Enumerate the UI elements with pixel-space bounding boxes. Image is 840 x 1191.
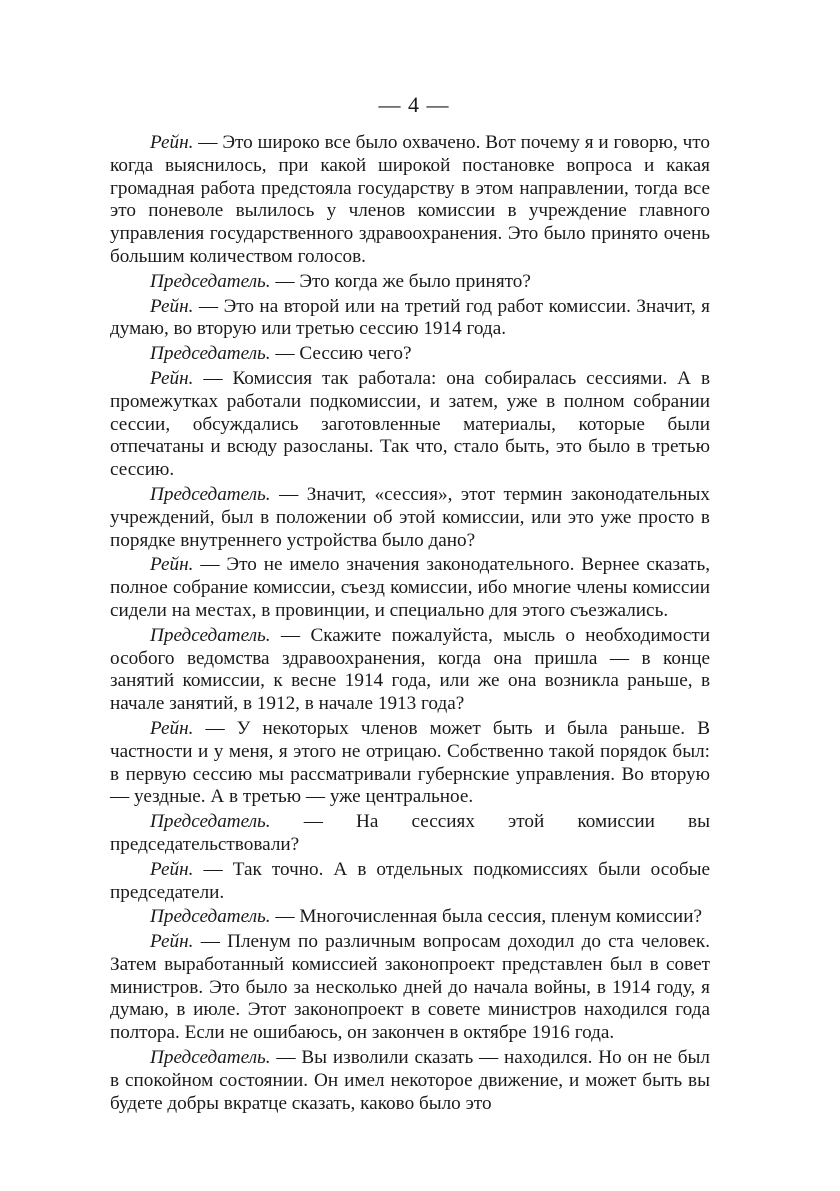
speech-text: — Это на второй или на третий год работ комиссии. Значит, я думаю, во вторую или третью сессию 1914 года.	[110, 295, 710, 340]
speaker-name: Председатель.	[150, 906, 271, 928]
speaker-name: Рейн.	[150, 554, 194, 576]
speech-text: — Скажите пожалуйста, мысль о необходимости особого ведомства здравоохранения, когда она пришла — в конце занятий комиссии, к весне 1914 года, или же она возникла раньше, в начале занятий, в 1912, в начале 1913 года?	[110, 624, 710, 715]
speaker-name: Рейн.	[150, 931, 194, 953]
speaker-name: Председатель.	[150, 624, 271, 646]
speaker-name: Председатель.	[150, 343, 271, 365]
paragraph-12	[110, 906, 710, 929]
document-page	[110, 92, 710, 1117]
speech-text: — Комиссия так работала: она собиралась сессиями. А в промежутках работали подкомиссии, и затем, уже в полном собрании сессии, обсуждались заготовленные материалы, которые были отпечатаны и всюду разосланы. Так что, стало быть, это было в третью сессию.	[110, 367, 710, 481]
paragraph-10	[110, 811, 710, 857]
paragraph-7	[110, 554, 710, 622]
paragraph-8	[110, 625, 710, 716]
speaker-name: Рейн.	[150, 295, 194, 317]
paragraph-11	[110, 859, 710, 905]
speech-text: — Так точно. А в отдельных подкомиссиях были особые председатели.	[110, 858, 710, 903]
speech-text: — На сессиях этой комиссии вы председательствовали?	[110, 811, 710, 855]
speech-text: — Пленум по различным вопросам доходил до ста человек. Затем выработанный комиссией законопроект представлен был в совет министров. Это было за несколько дней до начала войны, в 1914 году, я думаю, в июле. Этот законопроект в совете министров находился года полтора. Если не ошибаюсь, он закончен в октябре 1916 года.	[110, 931, 710, 1044]
paragraph-6	[110, 484, 710, 552]
paragraph-14	[110, 1047, 710, 1115]
speech-text: — Значит, «сессия», этот термин законодательных учреждений, был в положении об этой комиссии, или это уже просто в порядке внутреннего устройства было дано?	[110, 483, 710, 551]
paragraph-13	[110, 931, 710, 1045]
paragraph-3	[110, 296, 710, 342]
speaker-name: Рейн.	[150, 717, 194, 739]
paragraph-9	[110, 718, 710, 809]
speaker-name: Председатель.	[150, 811, 271, 833]
speaker-name: Рейн.	[150, 858, 194, 880]
page-number: — 4 —	[378, 92, 450, 117]
speaker-name: Председатель.	[150, 1047, 271, 1069]
speech-text: — Сессию чего?	[270, 343, 412, 365]
speaker-name: Председатель.	[150, 270, 271, 292]
speech-text: — У некоторых членов может быть и была раньше. В частности и у меня, я этого не отрицаю. Собственно такой порядок был: в первую сессию мы рассматривали губернские управления. Во вторую — уездные. А в третью — уже центральное.	[110, 717, 710, 808]
speech-text: — Многочисленная была сессия, пленум комиссии?	[270, 906, 702, 928]
speaker-name: Рейн.	[150, 132, 194, 153]
paragraph-4	[110, 343, 710, 366]
speech-text: — Это не имело значения законодательного. Вернее сказать, полное собрание комиссии, съезд комиссии, ибо многие члены комиссии сидели на местах, в провинции, и специально для этого съезжались.	[110, 554, 710, 621]
speech-text: — Это широко все было охвачено. Вот почему я и говорю, что когда выяснилось, при какой широкой постановке вопроса и какая громадная работа предстояла государству в этом направлении, тогда все это поневоле вылилось у членов комиссии в учреждение главного управления государственного здравоохранения. Это было принято очень большим количеством голосов.	[110, 132, 710, 267]
speaker-name: Председатель.	[150, 483, 271, 505]
speech-text: — Это когда же было принято?	[270, 270, 531, 292]
speech-text: — Вы изволили сказать — находился. Но он не был в спокойном состоянии. Он имел некоторое движение, и может быть вы будете добры вкратце сказать, каково было это	[110, 1047, 710, 1114]
paragraph-2	[110, 271, 710, 294]
paragraph-5	[110, 368, 710, 482]
paragraph-1	[110, 132, 710, 269]
speaker-name: Рейн.	[150, 367, 194, 389]
